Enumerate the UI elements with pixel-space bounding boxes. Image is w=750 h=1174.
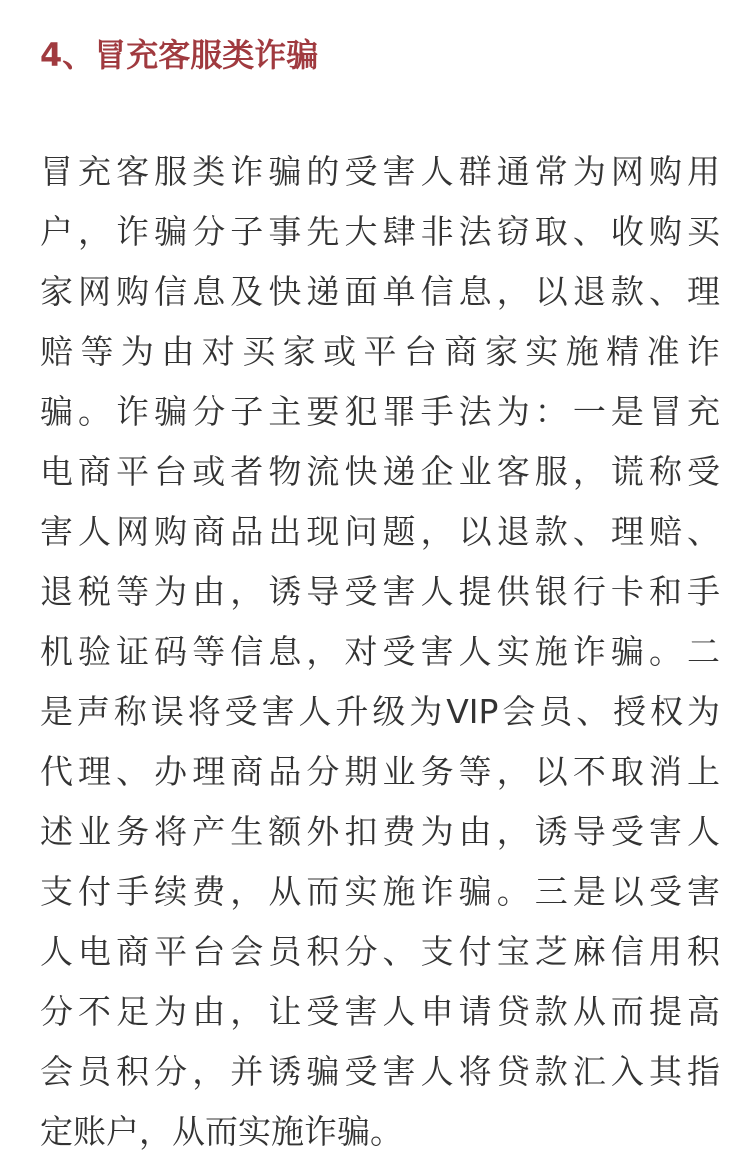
paragraph-line: 是声称误将受害人升级为VIP会员、授权为 xyxy=(40,692,720,731)
paragraph-line: 支付手续费，从而实施诈骗。三是以受害 xyxy=(40,872,720,911)
paragraph-line: 电商平台或者物流快递企业客服，谎称受 xyxy=(40,452,720,491)
paragraph-line: 骗。诈骗分子主要犯罪手法为：一是冒充 xyxy=(40,392,720,431)
paragraph-line: 户，诈骗分子事先大肆非法窃取、收购买 xyxy=(40,212,720,251)
paragraph-line: 代理、办理商品分期业务等，以不取消上 xyxy=(40,752,720,791)
paragraph-line: 退税等为由，诱导受害人提供银行卡和手 xyxy=(40,572,720,611)
body-paragraph xyxy=(40,142,720,1162)
paragraph-line: 分不足为由，让受害人申请贷款从而提高 xyxy=(40,992,720,1031)
paragraph-line: 定账户，从而实施诈骗。 xyxy=(40,1112,403,1151)
paragraph-line: 害人网购商品出现问题，以退款、理赔、 xyxy=(40,512,720,551)
section-title: 4、冒充客服类诈骗 xyxy=(40,36,319,74)
paragraph-line: 冒充客服类诈骗的受害人群通常为网购用 xyxy=(40,152,720,191)
paragraph-line: 述业务将产生额外扣费为由，诱导受害人 xyxy=(40,812,720,851)
paragraph-line: 家网购信息及快递面单信息，以退款、理 xyxy=(40,272,720,311)
paragraph-line: 机验证码等信息，对受害人实施诈骗。二 xyxy=(40,632,720,671)
paragraph-line: 人电商平台会员积分、支付宝芝麻信用积 xyxy=(40,932,720,971)
paragraph-line: 赔等为由对买家或平台商家实施精准诈 xyxy=(40,332,720,371)
paragraph-line: 会员积分，并诱骗受害人将贷款汇入其指 xyxy=(40,1052,720,1091)
